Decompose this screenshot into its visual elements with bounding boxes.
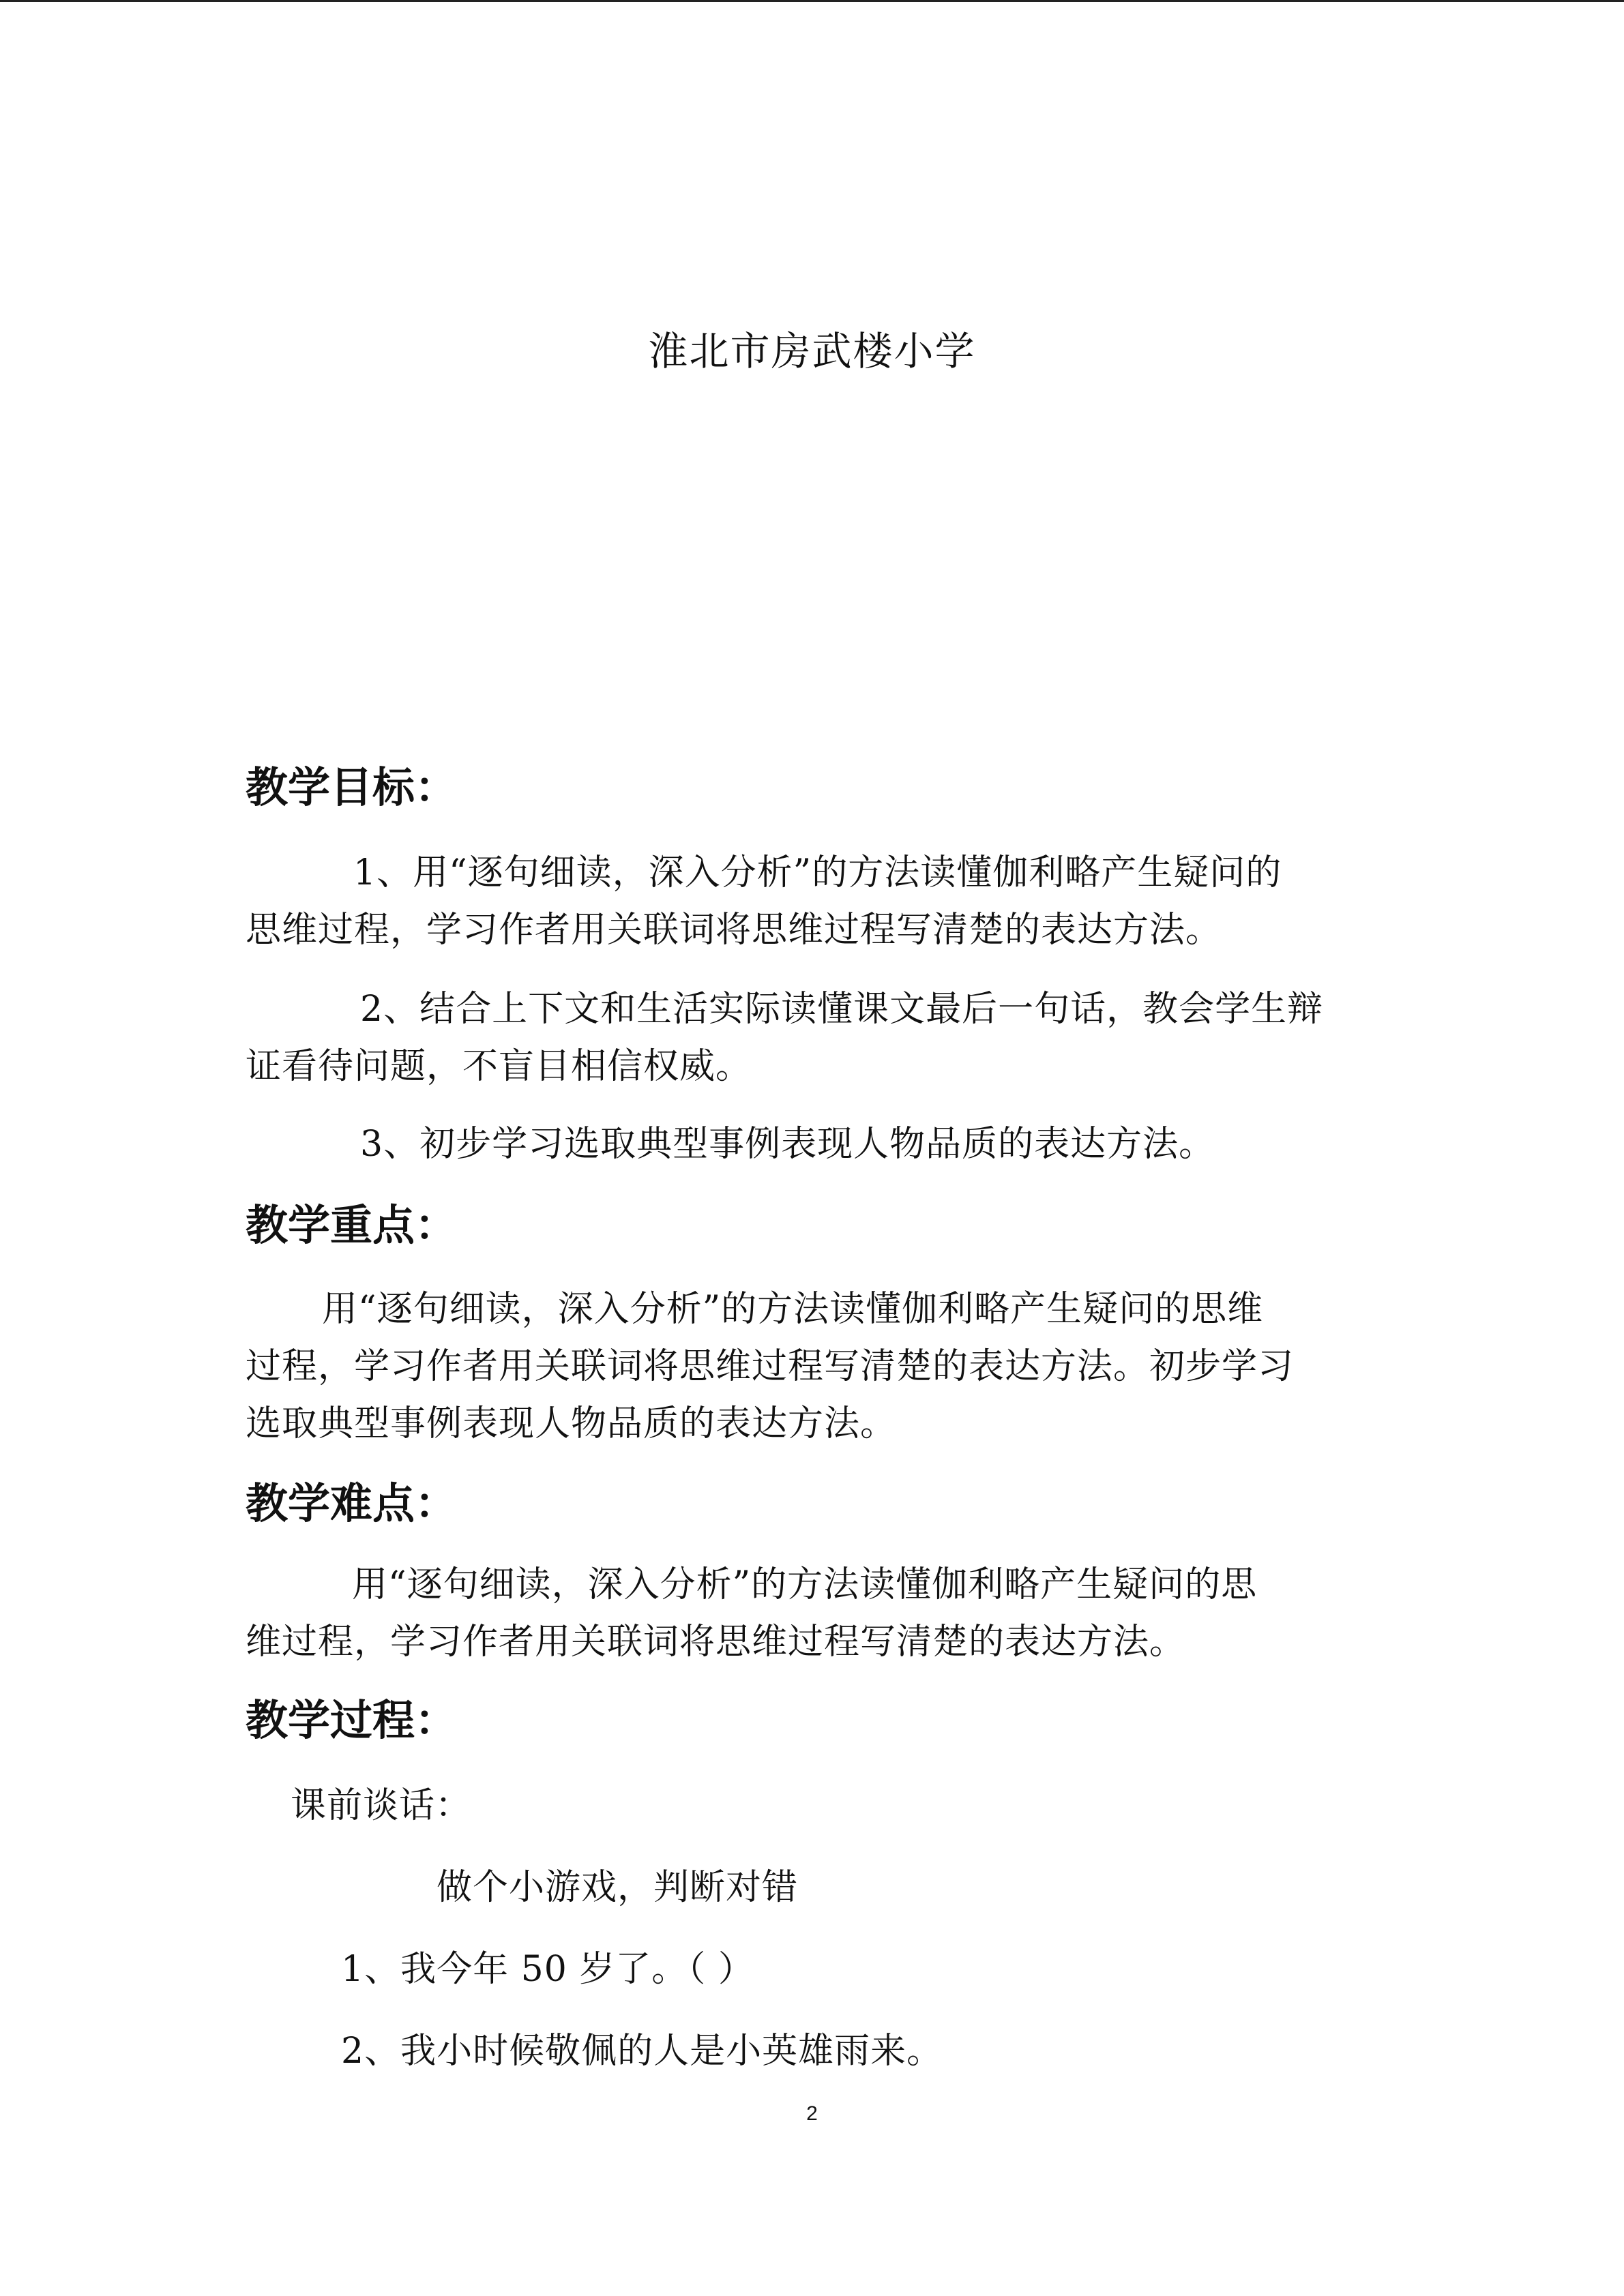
objective-item-3 [246, 1116, 1378, 1173]
objective-3-line-1: 3、初步学习选取典型事例表现人物品质的表达方法。 [360, 1124, 1215, 1165]
heading-objectives: 教学目标： [246, 762, 458, 812]
process-intro-line: 课前谈话： [291, 1785, 472, 1826]
process-game-line: 做个小游戏，判断对错 [437, 1867, 799, 1908]
objective-item-2 [246, 981, 1378, 1095]
process-item-1-line: 1、我今年 50 岁了。（ ） [341, 1949, 754, 1990]
objective-2-line-1: 2、结合上下文和生活实际读懂课文最后一句话，教会学生辩 [360, 989, 1324, 1030]
key-points-line-3: 选取典型事例表现人物品质的表达方法。 [246, 1403, 897, 1444]
key-points-paragraph [246, 1281, 1378, 1452]
difficulties-paragraph [246, 1556, 1378, 1671]
process-game [246, 1859, 1378, 1916]
page-number: 2 [806, 2102, 818, 2125]
process-item-2 [246, 2023, 1378, 2080]
heading-process: 教学过程： [246, 1695, 458, 1745]
process-item-1 [246, 1941, 1378, 1998]
heading-difficulties: 教学难点： [246, 1478, 458, 1528]
key-points-line-2: 过程，学习作者用关联词将思维过程写清楚的表达方法。初步学习 [246, 1346, 1295, 1387]
objective-1-line-1: 1、用“逐句细读，深入分析”的方法读懂伽利略产生疑问的 [353, 852, 1282, 893]
heading-key-points: 教学重点： [246, 1200, 458, 1250]
difficulties-line-1: 用“逐句细读，深入分析”的方法读懂伽利略产生疑问的思 [352, 1564, 1258, 1605]
objective-item-1 [246, 844, 1378, 959]
school-title: 淮北市房武楼小学 [648, 328, 976, 374]
difficulties-line-2: 维过程，学习作者用关联词将思维过程写清楚的表达方法。 [246, 1622, 1186, 1663]
process-intro [246, 1777, 1378, 1834]
key-points-line-1: 用“逐句细读，深入分析”的方法读懂伽利略产生疑问的思维 [322, 1289, 1264, 1330]
objective-1-line-2: 思维过程，学习作者用关联词将思维过程写清楚的表达方法。 [246, 910, 1222, 951]
process-item-2-line: 2、我小时候敬佩的人是小英雄雨来。 [341, 2031, 943, 2072]
objective-2-line-2: 证看待问题，不盲目相信权威。 [246, 1046, 752, 1087]
